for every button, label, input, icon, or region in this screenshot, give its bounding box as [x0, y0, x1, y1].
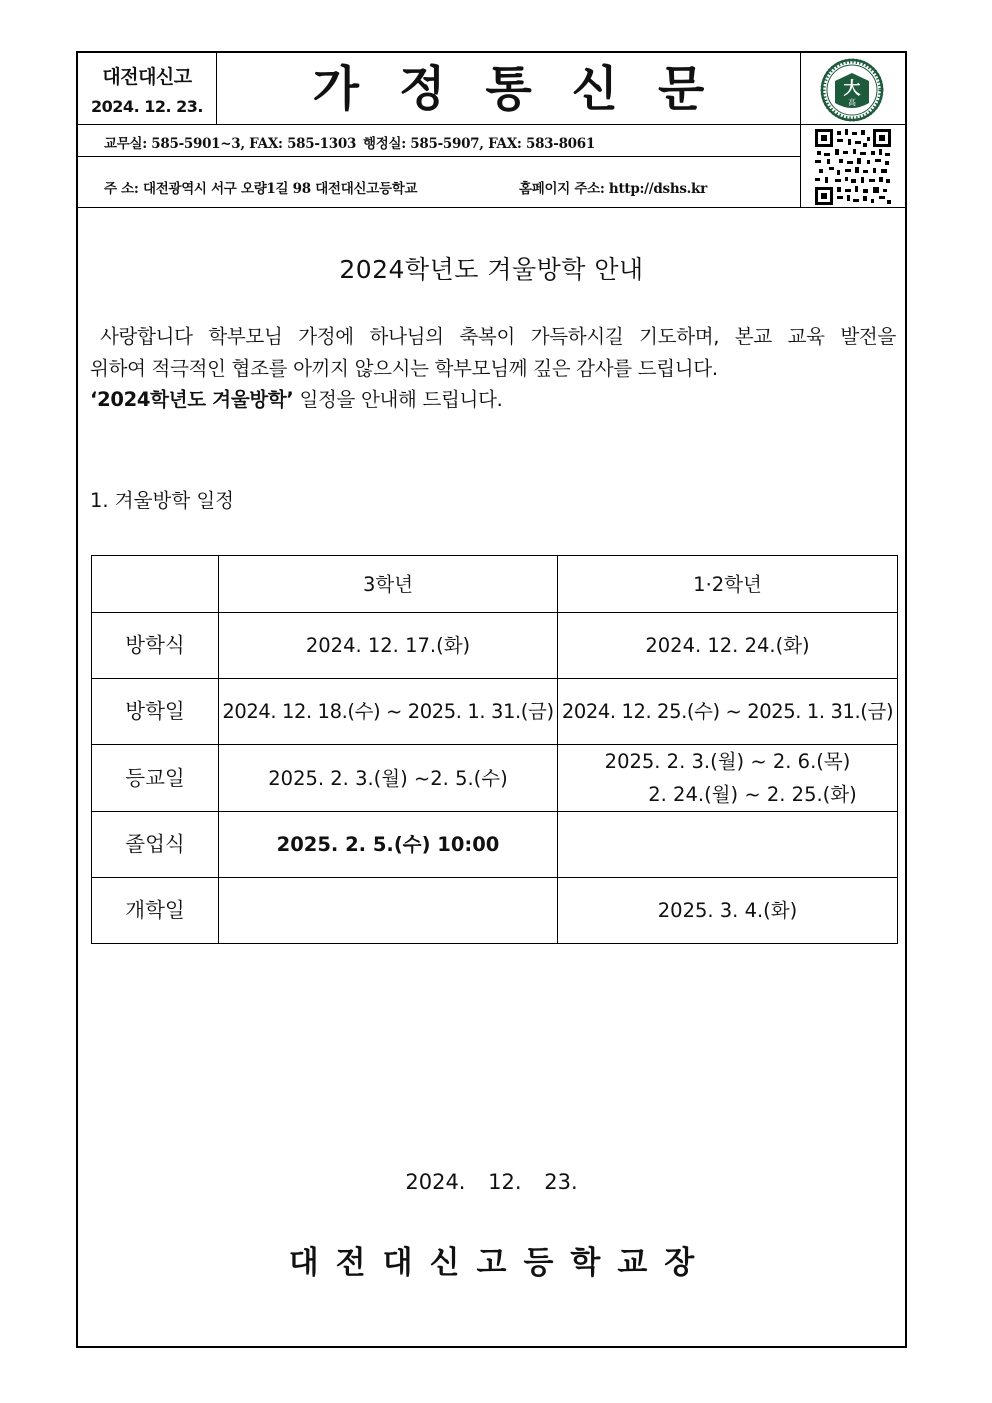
grade12-cell — [558, 745, 898, 812]
address-row — [78, 157, 801, 208]
table-row — [92, 679, 898, 745]
intro-line-2: 위하여 적극적인 협조를 아끼지 않으시는 학부모님께 깊은 감사를 드립니다. — [90, 356, 718, 380]
intro-line-3 — [90, 384, 896, 416]
school-day-period-2: 2. 24.(월) ~ 2. 25.(화) — [648, 783, 857, 806]
corner-cell — [92, 556, 219, 613]
table-header-row — [92, 556, 898, 613]
row-label: 방학일 — [92, 679, 219, 745]
grade3-cell: 2025. 2. 5.(수) 10:00 — [219, 812, 558, 878]
grade3-cell — [219, 878, 558, 944]
grade3-cell: 2024. 12. 18.(수) ~ 2025. 1. 31.(금) — [219, 679, 558, 745]
table-row — [92, 745, 898, 812]
grade12-cell: 2025. 3. 4.(화) — [558, 878, 898, 944]
school-box — [78, 53, 217, 125]
grade12-cell: 2024. 12. 25.(수) ~ 2025. 1. 31.(금) — [558, 679, 898, 745]
intro-line-1: 사랑합니다 학부모님 가정에 하나님의 축복이 가득하시길 기도하며, 본교 교육 발전을 — [100, 325, 896, 348]
closing-date: 2024. 12. 23. — [405, 1170, 578, 1194]
grade12-cell — [558, 812, 898, 878]
principal-signature: 대전대신고등학교장 — [288, 1245, 712, 1281]
newsletter-title: 가정통신문 — [312, 61, 745, 117]
column-header-grade12: 1·2학년 — [558, 556, 898, 613]
table-row — [92, 878, 898, 944]
row-label: 등교일 — [92, 745, 219, 812]
qr-code[interactable] — [801, 125, 905, 208]
section-title: 1. 겨울방학 일정 — [90, 489, 235, 512]
issue-date: 2024. 12. 23. — [91, 97, 203, 116]
grade12-cell: 2024. 12. 24.(화) — [558, 613, 898, 679]
winter-break-schedule-table — [91, 555, 898, 944]
office-contact: 교무실: 585-5901~3, FAX: 585-1303 — [104, 136, 357, 152]
intro-bold-term: ‘2024학년도 겨울방학’ — [90, 388, 294, 411]
school-emblem-icon — [801, 53, 905, 125]
grade3-cell: 2024. 12. 17.(화) — [219, 613, 558, 679]
emblem-subchar: 高 — [848, 98, 856, 107]
table-row — [92, 812, 898, 878]
intro-paragraph — [90, 321, 896, 416]
row-label: 개학일 — [92, 878, 219, 944]
intro-line-3-rest: 일정을 안내해 드립니다. — [293, 388, 503, 411]
row-label: 졸업식 — [92, 812, 219, 878]
grade3-cell: 2025. 2. 3.(월) ~2. 5.(수) — [219, 745, 558, 812]
emblem-char: 大 — [843, 79, 861, 99]
admin-contact: 행정실: 585-5907, FAX: 583-8061 — [363, 136, 595, 152]
contact-row — [78, 125, 801, 157]
row-label: 방학식 — [92, 613, 219, 679]
letterhead — [78, 53, 905, 208]
document-heading: 2024학년도 겨울방학 안내 — [339, 255, 644, 284]
newsletter-frame — [76, 51, 907, 1348]
qr-code-icon — [801, 125, 905, 208]
school-logo — [801, 53, 905, 125]
homepage-url[interactable]: 홈페이지 주소: http://dshs.kr — [519, 181, 707, 197]
column-header-grade3: 3학년 — [219, 556, 558, 613]
school-name: 대전대신고 — [102, 66, 192, 88]
school-day-period-1: 2025. 2. 3.(월) ~ 2. 6.(목) — [604, 750, 851, 773]
title-box — [217, 53, 801, 125]
table-row — [92, 613, 898, 679]
school-address: 주 소: 대전광역시 서구 오량1길 98 대전대신고등학교 — [104, 181, 418, 197]
